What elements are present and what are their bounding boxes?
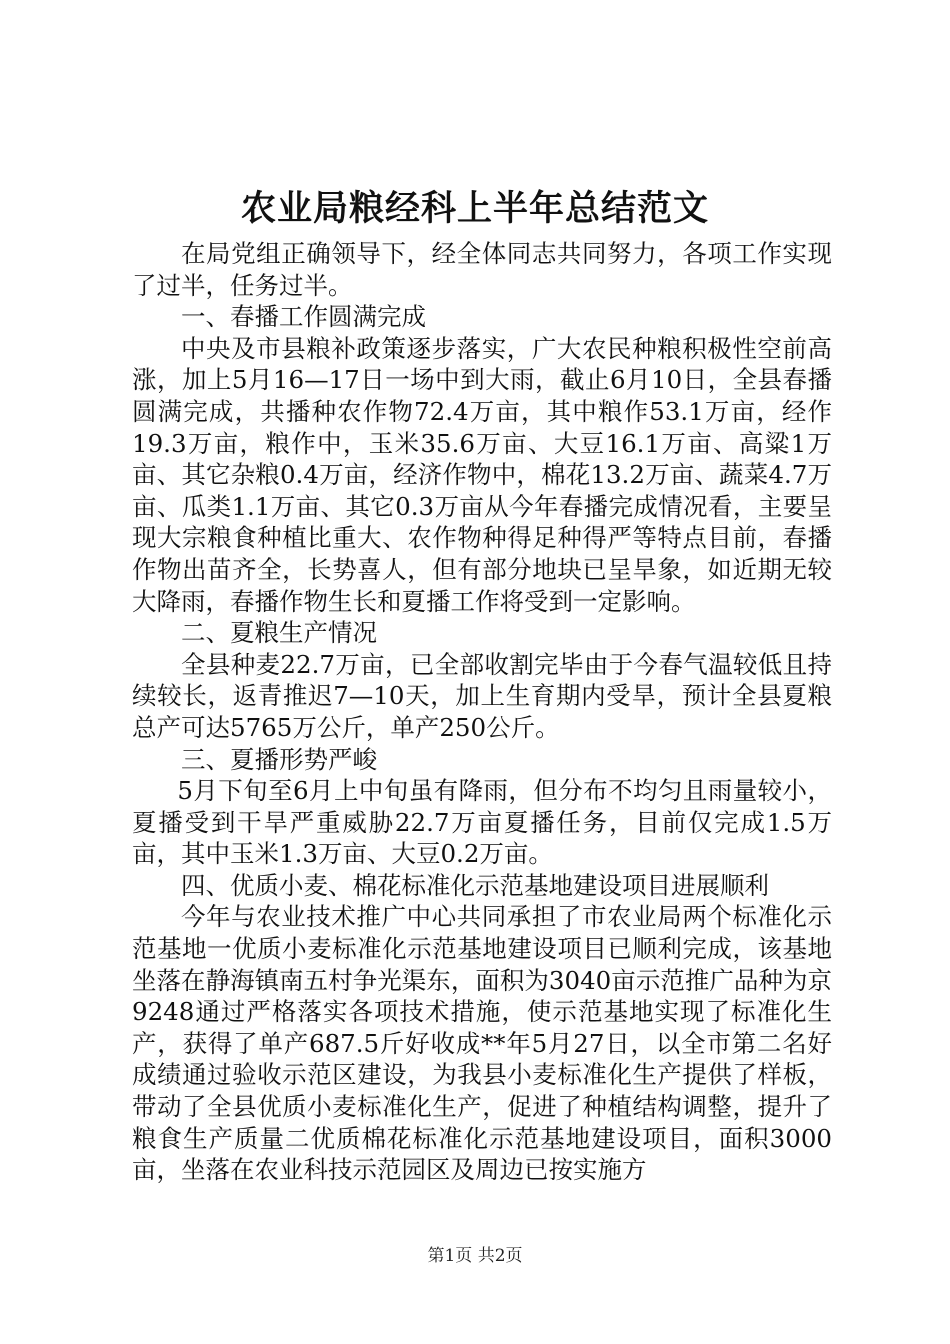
- document-body: [132, 238, 832, 1186]
- paragraph-summer-sowing: 5月下旬至6月上中旬虽有降雨，但分布不均匀且雨量较小，夏播受到干旱严重威胁22.7万亩夏播任务，目前仅完成1.5万亩，其中玉米1.3万亩、大豆0.2万亩。: [132, 776, 832, 869]
- page-number: 第1页 共2页: [427, 1246, 523, 1266]
- section-heading-demo-base: 四、优质小麦、棉花标准化示范基地建设项目进展顺利: [181, 870, 769, 900]
- section-heading-summer-grain: 二、夏粮生产情况: [181, 618, 377, 648]
- document-title: 农业局粮经科上半年总结范文: [240, 188, 709, 229]
- section-heading-spring-sowing: 一、春播工作圆满完成: [181, 302, 426, 332]
- section-heading-summer-sowing: 三、夏播形势严峻: [181, 744, 377, 774]
- paragraph-intro: 在局党组正确领导下，经全体同志共同努力，各项工作实现了过半，任务过半。: [132, 239, 832, 300]
- paragraph-demo-base: 今年与农业技术推广中心共同承担了市农业局两个标准化示范基地一优质小麦标准化示范基地建设项目已顺利完成，该基地坐落在静海镇南五村争光渠东，面积为3040亩示范推广品种为京9248通过严格落实各项技术措施，使示范基地实现了标准化生产，获得了单产687.5斤好收成**年5月27日，以全市第二名好成绩通过验收示范区建设，为我县小麦标准化生产提供了样板，带动了全县优质小麦标准化生产，促进了种植结构调整，提升了粮食生产质量二优质棉花标准化示范基地建设项目，面积3000亩，坐落在农业科技示范园区及周边已按实施方: [132, 902, 832, 1185]
- paragraph-summer-grain: 全县种麦22.7万亩，已全部收割完毕由于今春气温较低且持续较长，返青推迟7—10天，加上生育期内受旱，预计全县夏粮总产可达5765万公斤，单产250公斤。: [132, 649, 832, 742]
- paragraph-spring-sowing: 中央及市县粮补政策逐步落实，广大农民种粮积极性空前高涨，加上5月16—17日一场中到大雨，截止6月10日，全县春播圆满完成，共播种农作物72.4万亩，其中粮作53.1万亩，经作19.3万亩，粮作中，玉米35.6万亩、大豆16.1万亩、高粱1万亩、其它杂粮0.4万亩，经济作物中，棉花13.2万亩、蔬菜4.7万亩、瓜类1.1万亩、其它0.3万亩从今年春播完成情况看，主要呈现大宗粮食种植比重大、农作物种得足种得严等特点目前，春播作物出苗齐全，长势喜人，但有部分地块已呈旱象，如近期无较大降雨，春播作物生长和夏播工作将受到一定影响。: [132, 333, 832, 616]
